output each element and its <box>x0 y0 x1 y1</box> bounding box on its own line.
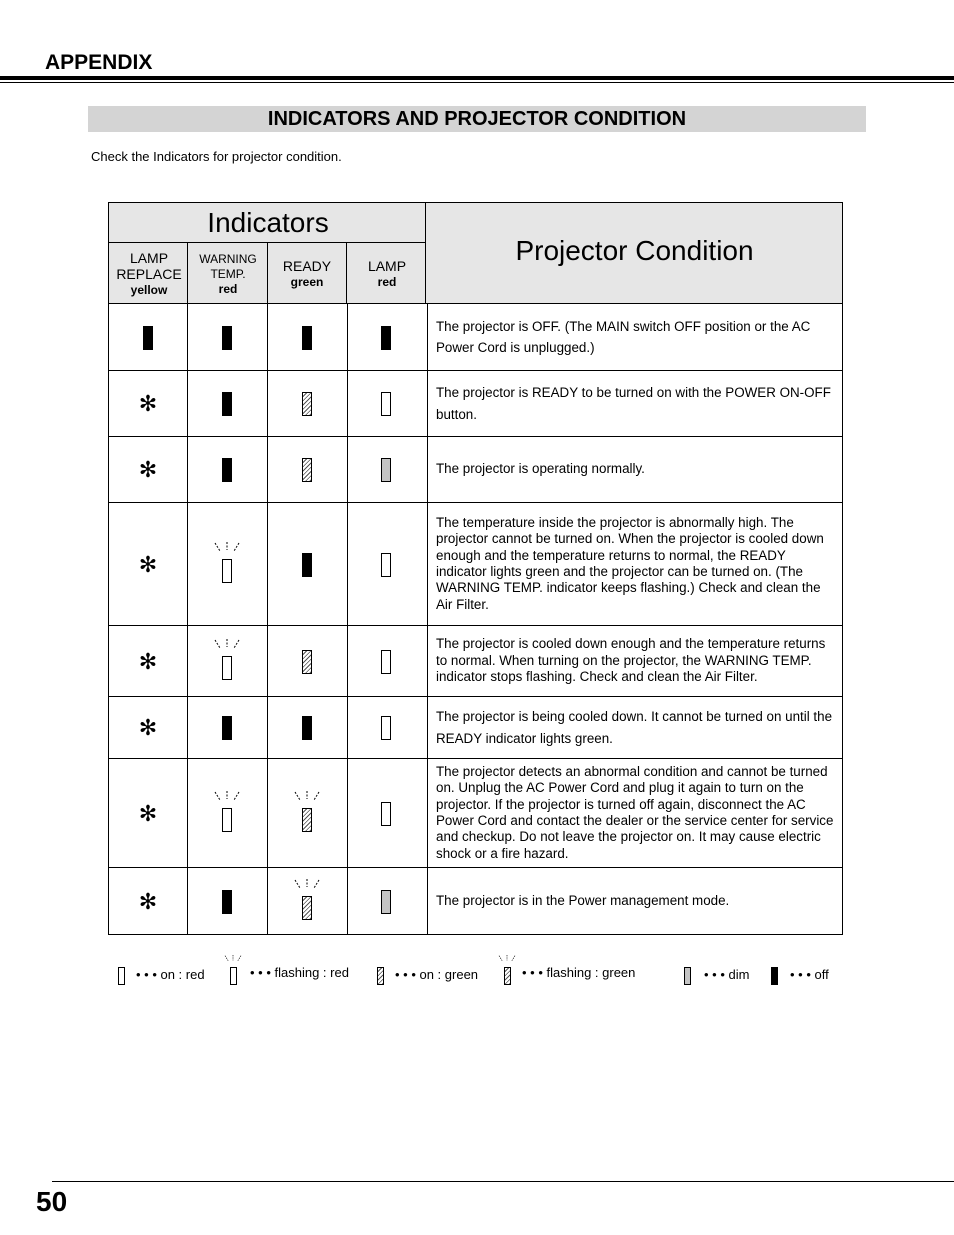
indicator-cell <box>109 503 188 625</box>
table-row <box>108 371 843 437</box>
legend <box>0 958 954 998</box>
indicator-cell <box>109 437 188 502</box>
legend-label: • • • flashing : red <box>250 965 349 980</box>
on-red-indicator-icon <box>381 392 391 416</box>
indicator-cell <box>347 304 428 370</box>
indicator-cell <box>268 304 348 370</box>
legend-label: • • • dim <box>704 967 750 982</box>
off-indicator-icon <box>222 890 232 914</box>
page-footer-rule <box>52 1181 954 1182</box>
condition-header <box>426 202 843 304</box>
indicator-cell <box>347 697 428 758</box>
condition-text: The projector detects an abnormal condition and cannot be turned on. Unplug the AC Power Cord and plug it again to turn on the projector. If the projector is turned off again, disconnect the AC Power Cord and contact the dealer or the service center for service and checkup. Do not leave the projector on. It may cause electric shock or a fire hazard. <box>436 763 834 861</box>
flash-rays-icon <box>223 954 243 964</box>
indicator-cell <box>188 503 268 625</box>
dim-indicator-icon <box>381 890 391 914</box>
asterisk-icon: ✻ <box>138 715 158 740</box>
page-number: 50 <box>36 1186 68 1217</box>
indicator-cell <box>109 371 188 436</box>
flashing-green-indicator-icon <box>302 808 312 832</box>
column-header-line: REPLACE <box>116 266 182 282</box>
condition-title: Projector Condition <box>515 235 754 266</box>
indicator-cell <box>109 304 188 370</box>
indicator-cell <box>347 437 428 502</box>
column-divider <box>187 242 188 304</box>
header-rule <box>0 76 954 80</box>
off-legend-icon <box>771 967 778 985</box>
condition-description <box>428 759 842 867</box>
indicator-cell <box>347 626 428 696</box>
on-red-indicator-icon <box>381 716 391 740</box>
condition-text: The projector is in the Power management mode. <box>436 892 730 908</box>
column-header-color: red <box>218 281 238 296</box>
off-indicator-icon <box>302 326 312 350</box>
column-divider <box>346 242 347 304</box>
indicator-cell <box>268 437 348 502</box>
dim-legend-icon <box>684 967 691 985</box>
asterisk-icon: ✻ <box>138 800 158 826</box>
legend-label: • • • on : red <box>136 967 205 982</box>
flashing-red-indicator-icon <box>222 559 232 583</box>
flash-rays-icon <box>212 541 242 555</box>
asterisk-icon: ✻ <box>138 457 158 482</box>
column-divider <box>267 242 268 304</box>
column-header-warning-temp <box>188 243 268 305</box>
off-indicator-icon <box>302 553 312 577</box>
column-header-line: READY <box>282 258 332 274</box>
off-indicator-icon <box>143 326 153 350</box>
legend-label: • • • on : green <box>395 967 479 982</box>
column-header-ready <box>267 243 347 305</box>
flash-rays-icon <box>212 638 242 652</box>
indicator-cell <box>347 868 428 934</box>
condition-description <box>428 304 842 370</box>
header-rule-thin <box>0 82 954 83</box>
indicator-cell <box>268 503 348 625</box>
flash-rays-icon <box>292 878 322 892</box>
indicator-cell <box>188 304 268 370</box>
indicator-cell <box>268 697 348 758</box>
on-red-indicator-icon <box>381 553 391 577</box>
condition-text: The projector is being cooled down. It cannot be turned on until the READY indicator lights green. <box>436 709 833 746</box>
condition-text: The temperature inside the projector is abnormally high. The projector cannot be turned on. When the projector is cooled down enough and the temperature returns to normal, the READY indicator lights green and the projector can be turned on. (The WARNING TEMP. indicator keeps flashing.) Check and clean the Air Filter. <box>436 514 824 612</box>
column-header-color: green <box>290 275 324 289</box>
condition-text: The projector is cooled down enough and the temperature returns to normal. When turning on the projector, the WARNING TEMP. indicator stops flashing. Check and clean the Air Filter. <box>436 636 826 685</box>
column-header-color: red <box>377 275 397 289</box>
table-row <box>108 626 843 697</box>
flashing-green-indicator-icon <box>302 896 312 920</box>
condition-description <box>428 868 842 934</box>
indicator-cell <box>188 759 268 867</box>
indicators-title: Indicators <box>207 207 329 238</box>
off-indicator-icon <box>222 326 232 350</box>
column-header-line: LAMP <box>367 258 407 274</box>
flashing-red-indicator-icon <box>222 808 232 832</box>
off-indicator-icon <box>222 392 232 416</box>
on-green-legend-icon <box>377 967 384 985</box>
on-red-indicator-icon <box>381 802 391 826</box>
indicator-cell <box>109 759 188 867</box>
indicator-cell <box>347 503 428 625</box>
column-header-lamp-replace <box>109 243 189 305</box>
on-green-indicator-icon <box>302 458 312 482</box>
indicator-cell <box>268 371 348 436</box>
condition-description <box>428 503 842 625</box>
flash-rays-icon <box>212 790 242 804</box>
dim-indicator-icon <box>381 458 391 482</box>
column-header-line: WARNING <box>199 251 257 266</box>
indicator-cell <box>268 868 348 934</box>
condition-description <box>428 437 842 502</box>
condition-text: The projector is READY to be turned on with the POWER ON-OFF button. <box>436 385 831 422</box>
off-indicator-icon <box>302 716 312 740</box>
column-header-lamp <box>347 243 427 305</box>
flashing-green-legend-icon <box>504 967 511 985</box>
column-header-color: yellow <box>130 283 168 297</box>
table-row <box>108 503 843 626</box>
table-row <box>108 759 843 868</box>
off-indicator-icon <box>222 716 232 740</box>
table-row <box>108 868 843 935</box>
banner-title: INDICATORS AND PROJECTOR CONDITION <box>88 106 866 132</box>
indicator-cell <box>109 626 188 696</box>
asterisk-icon: ✻ <box>138 648 158 674</box>
indicator-cell <box>188 626 268 696</box>
indicators-header <box>108 202 426 304</box>
indicator-cell <box>347 371 428 436</box>
legend-label: • • • flashing : green <box>522 965 636 980</box>
flashing-red-indicator-icon <box>222 656 232 680</box>
flash-rays-icon <box>497 954 517 964</box>
asterisk-icon: ✻ <box>138 551 158 577</box>
indicator-cell <box>268 626 348 696</box>
condition-description <box>428 626 842 696</box>
condition-text: The projector is operating normally. <box>436 461 645 477</box>
section-heading: APPENDIX <box>45 51 153 74</box>
on-red-indicator-icon <box>381 650 391 674</box>
off-indicator-icon <box>222 458 232 482</box>
indicator-cell <box>188 437 268 502</box>
off-indicator-icon <box>381 326 391 350</box>
indicator-cell <box>347 759 428 867</box>
condition-text: The projector is OFF. (The MAIN switch OFF position or the AC Power Cord is unplugged.) <box>436 318 811 355</box>
flashing-red-legend-icon <box>230 967 237 985</box>
on-red-legend-icon <box>118 967 125 985</box>
asterisk-icon: ✻ <box>138 391 158 416</box>
indicator-cell <box>268 759 348 867</box>
indicator-cell <box>109 697 188 758</box>
flash-rays-icon <box>292 790 322 804</box>
condition-description <box>428 371 842 436</box>
table-row <box>108 437 843 503</box>
condition-description <box>428 697 842 758</box>
indicator-cell <box>109 868 188 934</box>
on-green-indicator-icon <box>302 392 312 416</box>
column-header-line: LAMP <box>129 250 169 266</box>
on-green-indicator-icon <box>302 650 312 674</box>
table-row <box>108 304 843 371</box>
indicator-cell <box>188 697 268 758</box>
indicator-cell <box>188 371 268 436</box>
column-header-line: TEMP. <box>210 266 246 281</box>
intro-text: Check the Indicators for projector condition. <box>91 149 342 164</box>
indicator-cell <box>188 868 268 934</box>
asterisk-icon: ✻ <box>138 888 158 914</box>
indicator-table <box>108 202 843 935</box>
legend-label: • • • off <box>790 967 829 982</box>
table-row <box>108 697 843 759</box>
